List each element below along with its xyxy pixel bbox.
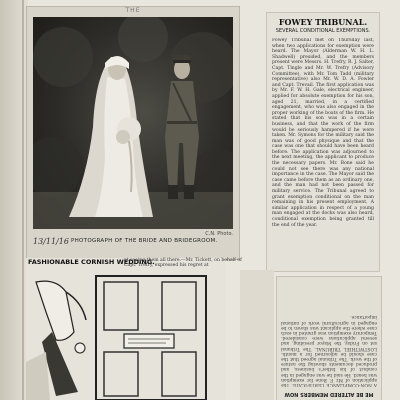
wedding-photograph bbox=[33, 17, 233, 229]
upside-down-content bbox=[277, 277, 381, 400]
photo-credit: C.N. Photo. bbox=[205, 231, 233, 237]
wedding-cartoon-clipping bbox=[26, 258, 242, 400]
binding-edge bbox=[22, 0, 24, 400]
tribunal-clipping bbox=[266, 12, 380, 272]
upside-down-headline: ME BE ALTERED MEMBERS NOW bbox=[284, 391, 374, 397]
upside-down-clipping bbox=[276, 276, 382, 400]
wedding-article-fragment: at seeing them all there.—Mr. Tickett, on behalf of Capt. Trefry, expressed his regret at bbox=[124, 258, 242, 269]
cartoon-illustration bbox=[26, 272, 226, 400]
masthead-fragment: THE bbox=[125, 7, 141, 14]
handwritten-date: 13/11/16 bbox=[33, 237, 69, 246]
clipping-edge bbox=[240, 270, 274, 400]
tribunal-article-text: Fowey Tribunal met on Thursday last, when two applications for exemption were heard. The Mayor (Alderman W. H. L. Shadwell) presided, and the members present were Messrs. H. Trefry, R. J. Salter, Capt. Tingle and Mr. W. Trefry (Advisory Committee), with Mr. Tom Tadd (military representative) also Mr. W. D. A. Fowler and Capt. Trevail. The first application was by Mr. F. W. H. Gale, electrical engineer, applied for absolute exemption for his son, aged 21, married, in a certified engagement, who was also engaged in the proper working of the boats of the firm. He stated that his son was in a certain business, and that the work of the firm would be seriously hampered if he were taken. Mr. Symons for the military said the man was of good physique and that the case was one that should have been heard before. The application was adjourned to the next meeting, the applicant to produce the necessary papers. Mr. Bone said he could not see there was any national importance in the case. The Mayor said the case came before them as an ordinary one, and the man had not been passed for military service. The Tribunal agreed to grant exemption conditional on the man remaining in his present employment. A similar application in respect of a young man engaged at the docks was also heard, conditional exemption being granted till the end of the year. bbox=[272, 38, 374, 228]
photo-caption: PHOTOGRAPH OF THE BRIDE AND BRIDEGROOM. bbox=[71, 238, 218, 244]
upside-down-article-text: A NON-COMPLIANCE CERTIFICATE. The application of Mr. F. Bone for exemption was heard. He said he was engaged in the conduct of his father's business, and produced documents showing the nature of the work. The Tribunal agreed that the case should be adjourned for a month. LOSTWITHIEL TRIBUNAL. The Tribunal sat on Friday, the Mayor presiding, and several applications were considered. Temporary exemption was granted in each case where the applicant was shown to be engaged in agricultural work of national importance. bbox=[281, 314, 377, 387]
tribunal-headline: FOWEY TRIBUNAL. bbox=[278, 17, 368, 27]
wedding-article-heading: FASHIONABLE CORNISH WEDDING. bbox=[28, 258, 155, 266]
wedding-photograph-image bbox=[33, 17, 233, 229]
tribunal-subheading: SEVERAL CONDITIONAL EXEMPTIONS. bbox=[275, 28, 371, 34]
wedding-photo-clipping bbox=[26, 6, 240, 260]
